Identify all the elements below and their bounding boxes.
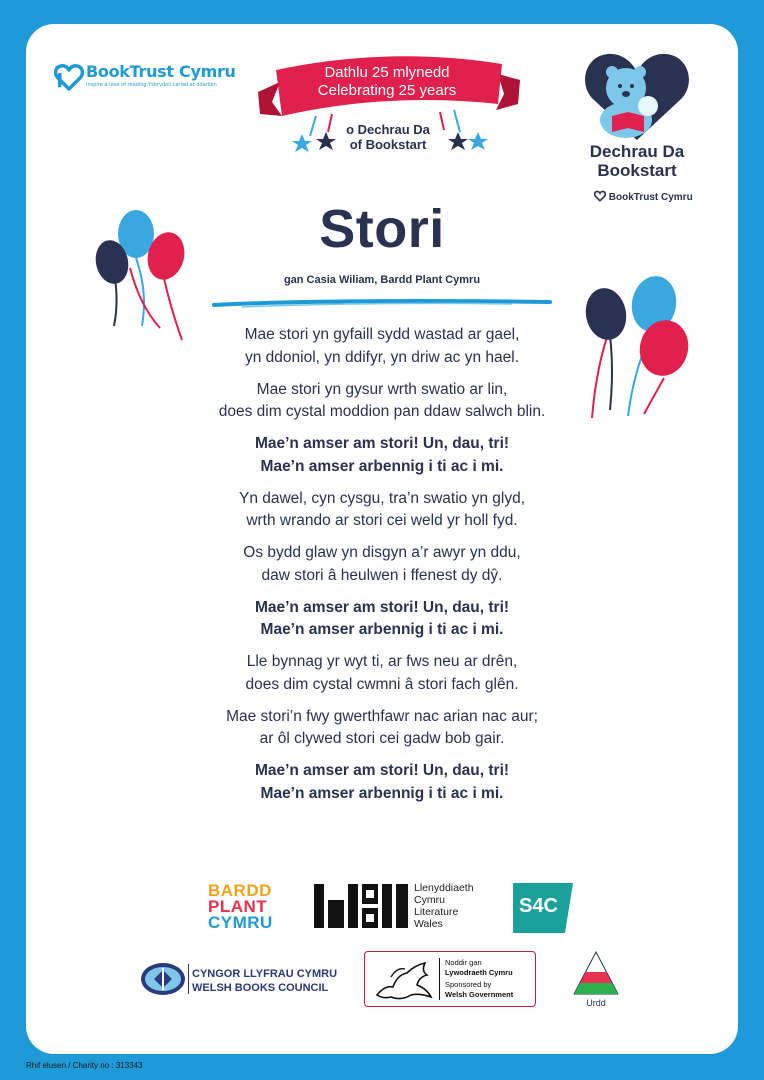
poem-stanza [132,542,632,587]
banner-line-2: Celebrating 25 years [317,82,457,99]
polar-bear-icon [574,50,700,142]
literature-wales-mark-icon [314,884,408,928]
urdd-logo [572,950,620,1012]
poem-line: Lle bynnag yr wyt ti, ar fws neu ar drên, [246,653,518,670]
banner-sub-1: o Dechrau Da [346,122,430,137]
poem-line: yn ddoniol, yn ddifyr, yn driw ac yn hael. [245,348,519,366]
literature-wales-text [414,882,474,930]
s4c-label: S4C [519,895,558,917]
poem-line: Mae stori yn gysur wrth swatio ar lin, [256,380,508,398]
booktrust-tagline: Inspire a love of reading Ysbrydoli cariad at ddarllen [86,82,217,88]
poem-stanza [132,651,632,696]
bookstart-title [574,142,700,180]
wg-divider [439,958,440,1000]
poem-line: Mae’n amser am stori! Un, dau, tri! [254,435,510,452]
wbc-text [192,967,337,995]
bardd-plant-line-1: BARDD [208,881,272,900]
bookstart-booktrust-label: BookTrust Cymru [608,192,693,203]
bardd-plant-cymru-logo [208,883,273,931]
dragon-icon [371,955,437,1003]
banner-line-1: Dathlu 25 mlynedd [324,64,450,81]
lw-line-3: Literature [414,906,459,918]
poem-chorus [132,760,632,805]
bookstart-logo [574,50,700,210]
poem-line: Mae’n amser arbennig i ti ac i mi. [260,784,504,802]
poem-line: Mae’n amser am stori! Un, dau, tri! [254,762,510,779]
poem-line: does dim cystal cwmni â stori fach glên. [245,675,519,693]
poem-line: daw stori â heulwen i ffenest dy dŷ. [261,566,503,584]
poem-line: wrth wrando ar stori cei weld yr holl fyd. [246,512,518,529]
wbc-line-1: CYNGOR LLYFRAU CYMRU [192,968,338,980]
wg-text [445,958,513,1000]
poem-byline: gan Casia Wiliam, Bardd Plant Cymru [283,274,481,286]
heart-icon [54,62,84,92]
poem-line: Mae’n amser arbennig i ti ac i mi. [260,457,504,475]
banner-sub [318,122,458,152]
wbc-divider [188,964,189,994]
poem-body [132,324,632,815]
wbc-emblem-icon [140,962,186,996]
poem-line: Mae’n amser arbennig i ti ac i mi. [260,621,504,638]
charity-number: Rhif elusen / Charity no : 313343 [26,1061,143,1070]
poem-title: Stori [319,199,445,259]
poem-stanza [132,488,632,533]
poem-stanza [132,379,632,424]
welsh-books-council-logo [140,962,340,998]
poem-chorus [132,597,632,642]
wbc-line-2: WELSH BOOKS COUNCIL [192,982,329,994]
lw-line-1: Llenyddiaeth [414,882,474,894]
poem-line: Os bydd glaw yn disgyn a’r awyr yn ddu, [243,544,521,561]
wg-line-4: Welsh Government [445,990,514,999]
poem-chorus [132,433,632,478]
poem-stanza [132,324,632,369]
lw-line-4: Wales [414,918,443,930]
urdd-label: Urdd [586,998,606,1008]
poem-line: Mae’n amser am stori! Un, dau, tri! [254,598,510,616]
s4c-logo [513,883,573,933]
poem-line: ar ôl clywed stori cei gadw bob gair. [259,730,505,747]
booktrust-name: BookTrust Cymru [86,62,236,81]
anniversary-banner [258,52,520,158]
poem-line: Mae stori yn gyfaill sydd wastad ar gael, [244,326,520,343]
poem-line: does dim cystal moddion pan ddaw salwch blin. [218,403,546,420]
bardd-plant-line-3: CYMRU [208,913,273,932]
welsh-government-logo [364,951,536,1007]
wg-line-3: Sponsored by [445,980,492,989]
bardd-plant-line-2: PLANT [208,897,268,916]
banner-sub-2: of Bookstart [349,137,427,152]
poem-line: Mae stori’n fwy gwerthfawr nac arian nac aur; [226,707,538,725]
brush-underline [212,296,552,310]
poem-stanza [132,706,632,751]
lw-line-2: Cymru [414,894,445,906]
booktrust-logo [54,60,244,100]
bookstart-line-1: Dechrau Da [589,142,685,161]
wg-line-1: Noddir gan [445,958,482,967]
urdd-triangle-icon [572,950,620,998]
wg-line-2: Lywodraeth Cymru [445,968,513,977]
poem-line: Yn dawel, cyn cysgu, tra’n swatio yn glyd, [238,489,526,507]
bookstart-line-2: Bookstart [597,161,677,180]
